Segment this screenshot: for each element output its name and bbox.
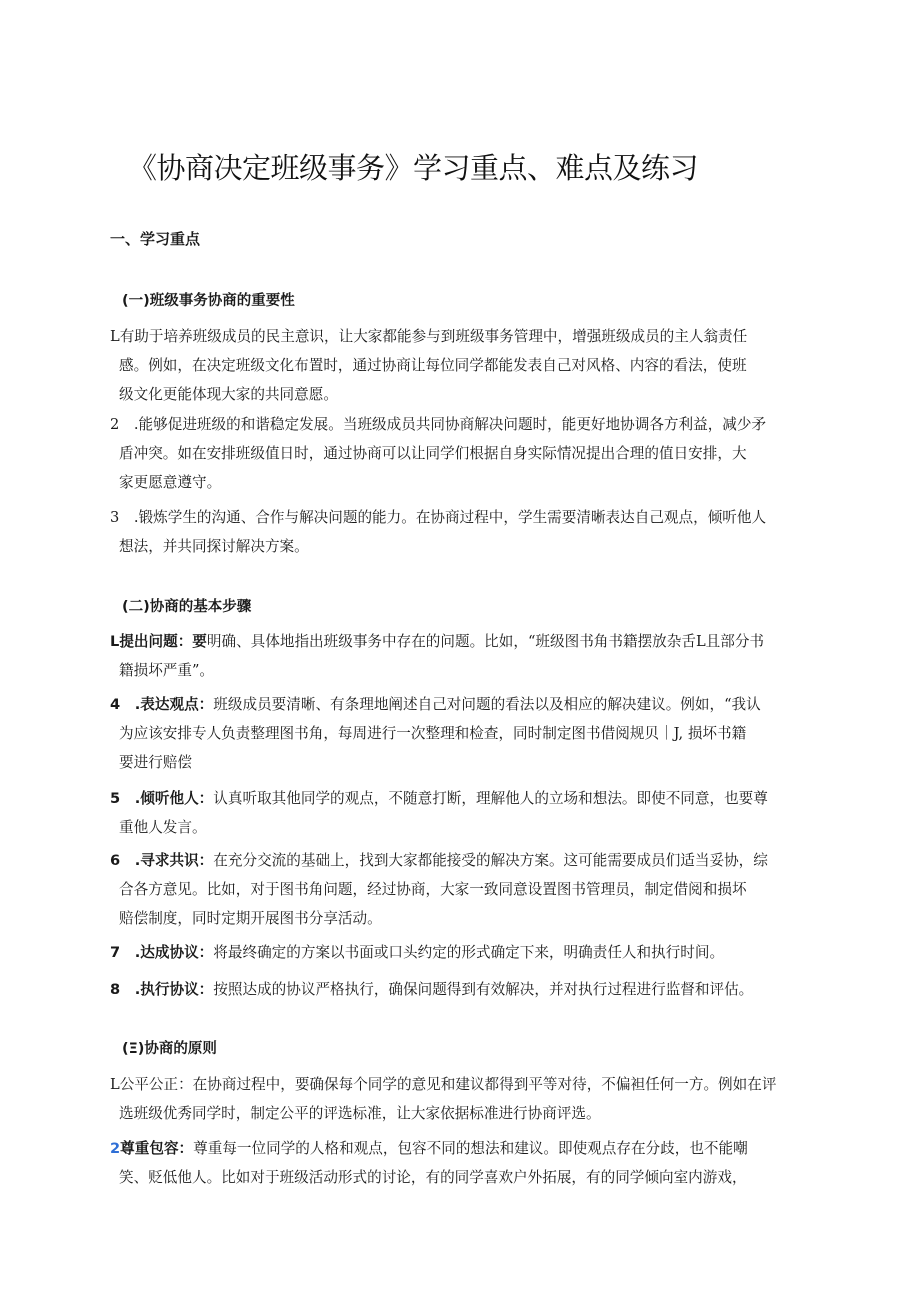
subsection-heading-importance: (一)班级事务协商的重要性 xyxy=(122,293,295,309)
item-number: 5 . xyxy=(110,790,141,807)
item-keyword: 表达观点： xyxy=(140,696,214,713)
item-line: 盾冲突。如在安排班级值日时，通过协商可以让同学们根据自身实际情况提出合理的值日安排，大 xyxy=(119,445,747,462)
item-number: 4 . xyxy=(110,696,141,713)
item-line: 7 .达成协议：将最终确定的方案以书面或口头约定的形式确定下来，明确责任人和执行时间。 xyxy=(110,944,725,961)
item-number: 3 . xyxy=(110,509,139,526)
item-line: 为应该安排专人负责整理图书角，每周进行一次整理和检查，同时制定图书借阅规贝｜J, 损坏书籍 xyxy=(119,725,747,742)
subsection-heading-steps: (二)协商的基本步骤 xyxy=(122,599,252,615)
item-number: L xyxy=(110,1076,120,1093)
list-item xyxy=(110,1134,812,1192)
item-line: 2尊重包容：尊重每一位同学的人格和观点，包容不同的想法和建议。即使观点存在分歧，也不能嘲 xyxy=(110,1140,748,1157)
item-number: 8 . xyxy=(110,981,141,998)
item-line: L公平公正：在协商过程中，要确保每个同学的意见和建议都得到平等对待，不偏袒任何一方。例如在评 xyxy=(110,1076,777,1093)
item-line: 5 .倾听他人：认真听取其他同学的观点，不随意打断，理解他人的立场和想法。即使不同意，也要尊 xyxy=(110,790,768,807)
list-item xyxy=(110,784,812,842)
item-keyword: 尊重包容： xyxy=(120,1140,194,1157)
item-line: 选班级优秀同学时，制定公平的评选标准，让大家依据标准进行协商评选。 xyxy=(119,1105,601,1122)
item-line: 级文化更能体现大家的共同意愿。 xyxy=(119,386,338,403)
item-number: L xyxy=(110,328,120,345)
list-item xyxy=(110,410,812,497)
list-item xyxy=(110,627,812,685)
item-keyword: 达成协议： xyxy=(140,944,214,961)
item-line: 感。例如，在决定班级文化布置时，通过协商让每位同学都能发表自己对风格、内容的看法，使班 xyxy=(119,357,747,374)
item-line: 8 .执行协议：按照达成的协议严格执行，确保问题得到有效解决，并对执行过程进行监督和评估。 xyxy=(110,981,754,998)
list-item xyxy=(110,503,812,561)
item-line: 2 .能够促进班级的和谐稳定发展。当班级成员共同协商解决问题时，能更好地协调各方利益，减少矛 xyxy=(110,416,767,433)
item-keyword: 执行协议： xyxy=(140,981,214,998)
item-number: 7 . xyxy=(110,944,141,961)
item-line: 笑、贬低他人。比如对于班级活动形式的讨论，有的同学喜欢户外拓展，有的同学倾向室内游戏， xyxy=(119,1169,747,1186)
list-item xyxy=(110,1070,812,1128)
list-item xyxy=(110,846,812,933)
item-line: L提出问题：要明确、具体地指出班级事务中存在的问题。比如，“班级图书角书籍摆放杂舌L且部分书 xyxy=(110,633,765,650)
subsection-heading-principles: (Ξ)协商的原则 xyxy=(122,1041,217,1057)
section-heading-study-focus: 一、学习重点 xyxy=(110,230,201,248)
item-line: 3 .锻炼学生的沟通、合作与解决问题的能力。在协商过程中，学生需要清晰表达自己观点，倾听他人 xyxy=(110,509,767,526)
item-line: 想法，并共同探讨解决方案。 xyxy=(119,538,309,555)
item-number: 2 . xyxy=(110,416,139,433)
list-item xyxy=(110,322,812,409)
item-line: 赔偿制度，同时定期开展图书分享活动。 xyxy=(119,910,382,927)
list-item xyxy=(110,690,812,777)
item-line: 家更愿意遵守。 xyxy=(119,474,222,491)
item-number: 6 . xyxy=(110,852,141,869)
list-item xyxy=(110,975,812,1004)
item-line: 4 .表达观点：班级成员要清晰、有条理地阐述自己对问题的看法以及相应的解决建议。例如，“我认 xyxy=(110,696,761,713)
item-number: L xyxy=(110,633,120,650)
item-line: 重他人发言。 xyxy=(119,819,207,836)
item-line: 籍损坏严重”。 xyxy=(119,662,215,679)
list-item xyxy=(110,938,812,967)
item-line: 合各方意见。比如，对于图书角问题，经过协商，大家一致同意设置图书管理员，制定借阅和损坏 xyxy=(119,881,747,898)
document-title: 《协商决定班级事务》学习重点、难点及练习 xyxy=(128,151,699,185)
item-line: L有助于培养班级成员的民主意识，让大家都能参与到班级事务管理中，增强班级成员的主人翁责任 xyxy=(110,328,748,345)
item-line: 要进行赔偿 xyxy=(119,754,192,771)
item-keyword: 提出问题：要 xyxy=(119,633,207,650)
item-number: 2 xyxy=(110,1140,121,1157)
item-keyword: 寻求共识： xyxy=(140,852,214,869)
item-line: 6 .寻求共识：在充分交流的基础上，找到大家都能接受的解决方案。这可能需要成员们适当妥协，综 xyxy=(110,852,768,869)
item-keyword: 倾听他人： xyxy=(140,790,214,807)
